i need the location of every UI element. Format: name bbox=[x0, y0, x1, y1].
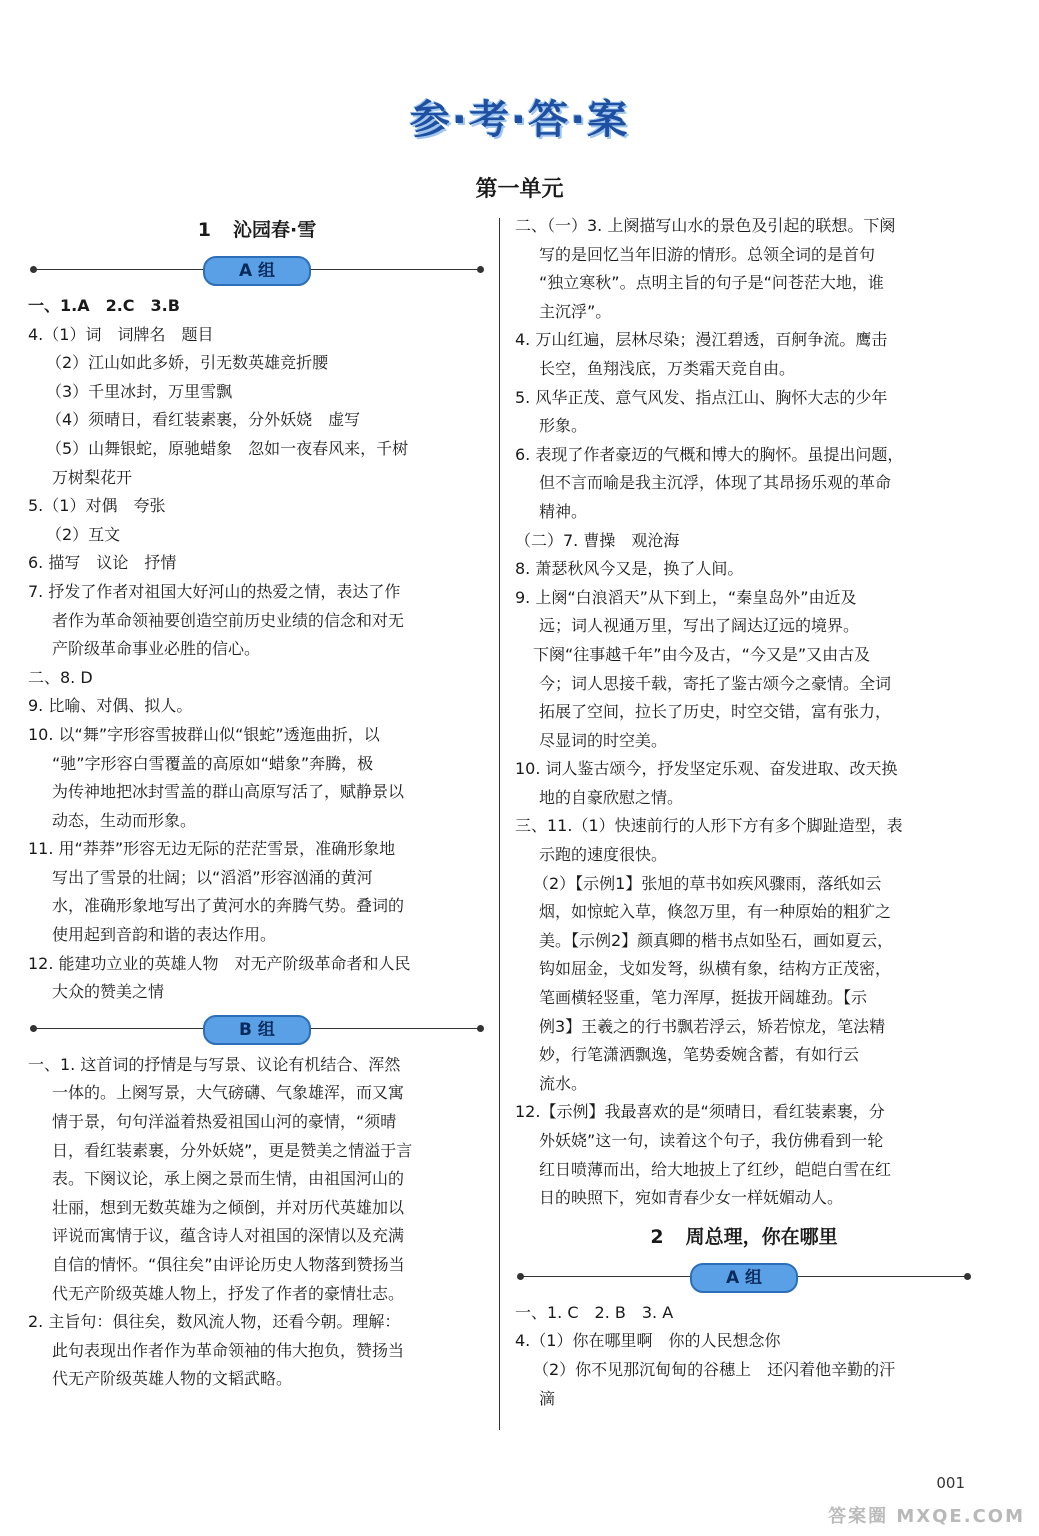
answer-line: 代无产阶级英雄人物的文韬武略。 bbox=[52, 1369, 293, 1389]
section-name: 沁园春·雪 bbox=[233, 219, 317, 241]
answer-line: 自信的情怀。“俱往矣”由评论历史人物落到赞扬当 bbox=[52, 1255, 405, 1274]
answer-line: 形象。 bbox=[539, 416, 588, 436]
column-divider bbox=[499, 218, 500, 1430]
answer-line: 红日喷薄而出，给大地披上了红纱，皑皑白雪在红 bbox=[539, 1159, 892, 1179]
answer-line: 6. 描写 议论 抒情 bbox=[28, 553, 177, 573]
answer-line: 7. 抒发了作者对祖国大好河山的热爱之情，表达了作 bbox=[28, 581, 401, 601]
section-title bbox=[515, 1219, 973, 1255]
answer-line: 美。【示例2】颜真卿的楷书点如坠石，画如夏云， bbox=[539, 930, 894, 950]
answer-line: 钩如屈金，戈如发弩，纵横有象，结构方正茂密， bbox=[539, 959, 892, 979]
answer-line: 产阶级革命事业必胜的信心。 bbox=[52, 639, 261, 659]
answer-line: 二、（一）3. 上阕描写山水的景色及引起的联想。下阕 bbox=[515, 216, 896, 235]
group-a-header bbox=[28, 248, 486, 292]
answer-line: （2）互文 bbox=[46, 524, 121, 544]
answer-line: 地的自豪欣慰之情。 bbox=[539, 787, 684, 807]
answer-line: 5.（1）对偶 夸张 bbox=[28, 496, 166, 516]
group-b-label: B 组 bbox=[203, 1015, 311, 1045]
group-a-label: A 组 bbox=[690, 1263, 798, 1293]
continued-answers bbox=[515, 212, 973, 1213]
answer-line: 情于景，句句洋溢着热爱祖国山河的豪情，“须晴 bbox=[52, 1112, 397, 1132]
answer-line: 流水。 bbox=[539, 1073, 588, 1093]
answer-line: 10. 词人鉴古颂今，抒发坚定乐观、奋发进取、改天换 bbox=[515, 759, 898, 779]
answer-line: （二）7. 曹操 观沧海 bbox=[515, 530, 680, 550]
right-column bbox=[515, 212, 973, 1413]
left-column bbox=[28, 212, 486, 1394]
answer-line: 日，看红装素裹，分外妖娆”，更是赞美之情溢于言 bbox=[52, 1140, 413, 1160]
answer-line: 表。下阕议论，承上阕之景而生情，由祖国河山的 bbox=[52, 1169, 405, 1189]
group-a-answers bbox=[28, 292, 486, 1007]
answer-line: 代无产阶级英雄人物上，抒发了作者的豪情壮志。 bbox=[52, 1283, 405, 1303]
answer-line: 例3】王羲之的行书飘若浮云，矫若惊龙，笔法精 bbox=[539, 1016, 886, 1036]
answer-line: 壮丽，想到无数英雄为之倾倒，并对历代英雄加以 bbox=[52, 1197, 405, 1217]
group-a-answers bbox=[515, 1299, 973, 1413]
answer-line: 示跑的速度很快。 bbox=[539, 845, 668, 865]
section-title bbox=[28, 212, 486, 248]
group-b-answers bbox=[28, 1051, 486, 1394]
answer-line: 一、1. C 2. B 3. A bbox=[515, 1302, 674, 1322]
watermark: 答案圈 MXQE.COM bbox=[828, 1506, 1025, 1527]
answer-line: 二、8. D bbox=[28, 667, 93, 687]
unit-title: 第一单元 bbox=[475, 177, 564, 202]
answer-line: 9. 上阕“白浪滔天”从下到上，“秦皇岛外”由近及 bbox=[515, 587, 857, 607]
answer-line: 笔画横轻竖重，笔力浑厚，挺拔开阔雄劲。【示 bbox=[539, 988, 868, 1008]
answer-line: 此句表现出作者作为革命领袖的伟大抱负，赞扬当 bbox=[52, 1340, 405, 1360]
answer-line: 为传神地把冰封雪盖的群山高原写活了，赋静景以 bbox=[52, 782, 405, 802]
answer-line: 今；词人思接千载，寄托了鉴古颂今之豪情。全词 bbox=[539, 673, 892, 693]
answer-line: 9. 比喻、对偶、拟人。 bbox=[28, 696, 193, 716]
answer-line: 一、1. 这首词的抒情是与写景、议论有机结合、浑然 bbox=[28, 1054, 401, 1074]
group-a-header bbox=[515, 1255, 973, 1299]
section-number: 1 bbox=[197, 219, 211, 241]
answer-line: 4.（1）词 词牌名 题目 bbox=[28, 324, 214, 344]
answer-line: 一、1.A 2.C 3.B bbox=[28, 296, 180, 315]
answer-line: 6. 表现了作者豪迈的气概和博大的胸怀。虽提出问题， bbox=[515, 444, 904, 464]
answer-line: 12. 能建功立业的英雄人物 对无产阶级革命者和人民 bbox=[28, 953, 411, 973]
answer-line: 三、11.（1）快速前行的人形下方有多个脚趾造型，表 bbox=[515, 816, 903, 836]
answer-line: （5）山舞银蛇，原驰蜡象 忽如一夜春风来，千树 bbox=[46, 438, 409, 458]
section-number: 2 bbox=[650, 1225, 664, 1248]
group-b-header bbox=[28, 1007, 486, 1051]
answer-line: 滴 bbox=[539, 1388, 556, 1408]
answer-line: 11. 用“莽莽”形容无边无际的茫茫雪景，准确形象地 bbox=[28, 839, 396, 859]
answer-line: （3）千里冰封，万里雪飘 bbox=[46, 381, 233, 401]
answer-line: 主沉浮”。 bbox=[539, 301, 612, 321]
answer-line: 动态，生动而形象。 bbox=[52, 810, 197, 830]
answer-line: 12.【示例】我最喜欢的是“须晴日，看红装素裹，分 bbox=[515, 1102, 885, 1122]
answer-line: （2）【示例1】张旭的草书如疾风骤雨，落纸如云 bbox=[533, 873, 882, 893]
answer-line: 妙，行笔潇洒飘逸，笔势委婉含蓄，有如行云 bbox=[539, 1045, 860, 1065]
answer-line: 尽显词的时空美。 bbox=[539, 730, 668, 750]
page-number: 001 bbox=[936, 1474, 965, 1492]
answer-line: 5. 风华正茂、意气风发、指点江山、胸怀大志的少年 bbox=[515, 387, 888, 407]
answer-line: 2. 主旨句：俱往矣，数风流人物，还看今朝。理解： bbox=[28, 1312, 401, 1332]
page-title: 参·考·答·案 bbox=[409, 97, 630, 143]
answer-line: “驰”字形容白雪覆盖的高原如“蜡象”奔腾，极 bbox=[52, 753, 374, 773]
answer-line: （4）须晴日，看红装素裹，分外妖娆 虚写 bbox=[46, 410, 361, 430]
answer-line: 一体的。上阕写景，大气磅礴、气象雄浑，而又寓 bbox=[52, 1083, 405, 1103]
answer-line: 8. 萧瑟秋风今又是，换了人间。 bbox=[515, 559, 744, 579]
answer-line: 烟，如惊蛇入草，倏忽万里，有一种原始的粗犷之 bbox=[539, 902, 892, 922]
answer-line: 万树梨花开 bbox=[52, 467, 133, 487]
answer-line: 评说而寓情于议，蕴含诗人对祖国的深情以及充满 bbox=[52, 1226, 405, 1246]
answer-line: 水，准确形象地写出了黄河水的奔腾气势。叠词的 bbox=[52, 896, 405, 916]
answer-line: 精神。 bbox=[539, 501, 588, 521]
answer-line: 但不言而喻是我主沉浮，体现了其昂扬乐观的革命 bbox=[539, 473, 892, 493]
answer-line: 大众的赞美之情 bbox=[52, 982, 165, 1002]
group-a-label: A 组 bbox=[203, 256, 311, 286]
answer-line: 日的映照下，宛如青春少女一样妩媚动人。 bbox=[539, 1188, 844, 1208]
answer-line: 长空，鱼翔浅底，万类霜天竞自由。 bbox=[539, 358, 796, 378]
answer-line: （2）江山如此多娇，引无数英雄竞折腰 bbox=[46, 353, 329, 373]
answer-line: 者作为革命领袖要创造空前历史业绩的信念和对无 bbox=[52, 610, 405, 630]
section-name: 周总理，你在哪里 bbox=[685, 1225, 838, 1248]
answer-line: 下阕“往事越千年”由今及古，“今又是”又由古及 bbox=[533, 644, 871, 664]
answer-line: （2）你不见那沉甸甸的谷穗上 还闪着他辛勤的汗 bbox=[533, 1359, 896, 1379]
answer-line: 写出了雪景的壮阔；以“滔滔”形容汹涌的黄河 bbox=[52, 867, 373, 887]
answer-line: “独立寒秋”。点明主旨的句子是“问苍茫大地，谁 bbox=[539, 273, 884, 293]
answer-line: 使用起到音韵和谐的表达作用。 bbox=[52, 925, 277, 945]
answer-line: 10. 以“舞”字形容雪披群山似“银蛇”透迤曲折，以 bbox=[28, 724, 380, 744]
answer-line: 拓展了空间，拉长了历史，时空交错，富有张力， bbox=[539, 702, 892, 722]
answer-line: 远；词人视通万里，写出了阔达辽远的境界。 bbox=[539, 616, 860, 636]
answer-line: 4.（1）你在哪里啊 你的人民想念你 bbox=[515, 1331, 781, 1351]
answer-line: 外妖娆”这一句，读着这个句子，我仿佛看到一轮 bbox=[539, 1131, 884, 1150]
answer-line: 4. 万山红遍，层林尽染；漫江碧透，百舸争流。鹰击 bbox=[515, 330, 888, 350]
answer-line: 写的是回忆当年旧游的情形。总领全词的是首句 bbox=[539, 244, 876, 264]
